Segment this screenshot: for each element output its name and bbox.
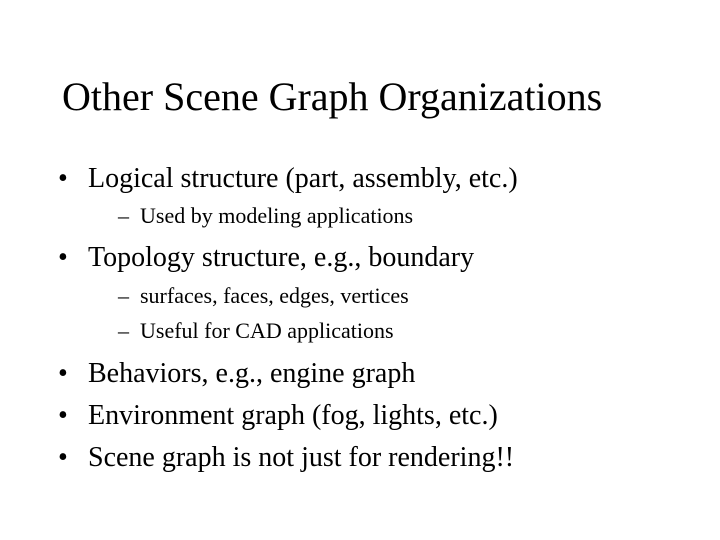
bullet-text: Environment graph (fog, lights, etc.) <box>88 400 498 431</box>
sub-bullet-text: surfaces, faces, edges, vertices <box>140 283 409 308</box>
slide-title: Other Scene Graph Organizations <box>62 74 603 119</box>
bullet-text: Scene graph is not just for rendering!! <box>88 442 515 473</box>
bullet-item <box>58 440 514 476</box>
sub-bullet-marker: – <box>118 283 129 308</box>
bullet-marker: • <box>58 400 68 431</box>
sub-bullet-item <box>118 316 394 346</box>
sub-bullet-text: Used by modeling applications <box>140 203 414 228</box>
bullet-marker: • <box>58 163 68 194</box>
bullet-item <box>58 161 518 197</box>
sub-bullet-text: Useful for CAD applications <box>140 318 394 343</box>
bullet-item <box>58 356 415 392</box>
bullet-text: Behaviors, e.g., engine graph <box>88 358 416 389</box>
bullet-text: Logical structure (part, assembly, etc.) <box>88 163 518 194</box>
bullet-item <box>58 398 498 434</box>
bullet-item <box>58 240 474 276</box>
sub-bullet-marker: – <box>118 203 129 228</box>
bullet-marker: • <box>58 358 68 389</box>
sub-bullet-marker: – <box>118 318 129 343</box>
bullet-marker: • <box>58 442 68 473</box>
bullet-marker: • <box>58 242 68 273</box>
bullet-text: Topology structure, e.g., boundary <box>88 242 475 273</box>
sub-bullet-item <box>118 201 413 231</box>
sub-bullet-item <box>118 281 409 311</box>
